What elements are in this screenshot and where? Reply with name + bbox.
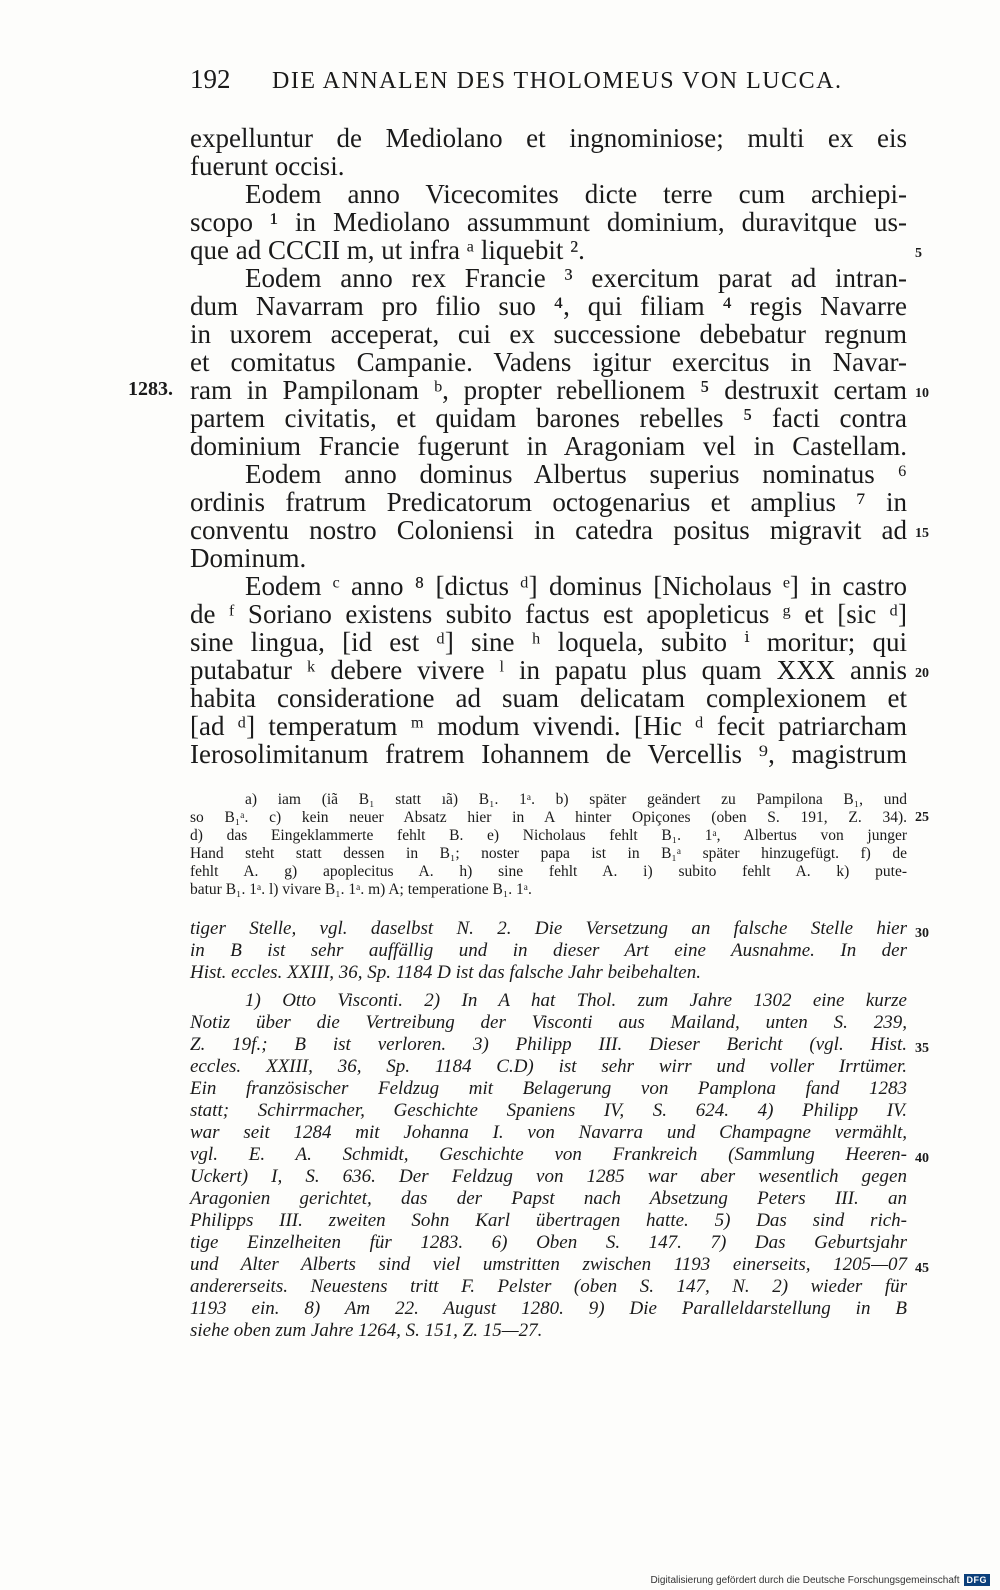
- main-line: Ierosolimitanum fratrem Iohannem de Vercellis ⁹, magistrum: [190, 739, 907, 769]
- main-line: Eodem anno Vicecomites dicte terre cum archiepi-: [245, 179, 907, 209]
- commentary-line: war seit 1284 mit Johanna I. von Navarra und Champagne vermählt,: [190, 1122, 907, 1143]
- main-line: Eodem anno dominus Albertus superius nominatus ⁶: [245, 459, 907, 489]
- commentary-line: Uckert) I, S. 636. Der Feldzug von 1285 war aber wesentlich gegen: [190, 1166, 907, 1187]
- main-line: fuerunt occisi.: [190, 151, 345, 181]
- commentary-line: Hist. eccles. XXIII, 36, Sp. 1184 D ist das falsche Jahr beibehalten.: [190, 962, 701, 983]
- page-number: 192: [190, 64, 231, 94]
- commentary-line: 1) Otto Visconti. 2) In A hat Thol. zum Jahre 1302 eine kurze: [245, 990, 907, 1011]
- main-line: Eodem ᶜ anno ⁸ [dictus ᵈ] dominus [Nicholaus ᵉ] in castro: [245, 571, 907, 601]
- commentary-line: tiger Stelle, vgl. daselbst N. 2. Die Versetzung an falsche Stelle hier: [190, 918, 907, 939]
- main-line: [ad ᵈ] temperatum ᵐ modum vivendi. [Hic ᵈ fecit patriarcham: [190, 711, 907, 741]
- apparatus-line: a) iam (iã B₁ statt ıã) B₁. 1ᵃ. b) später geändert zu Pampilona B₁, und: [245, 791, 907, 808]
- main-line: ordinis fratrum Predicatorum octogenarius et amplius ⁷ in: [190, 487, 907, 517]
- commentary-line: Aragonien gerichtet, das der Papst nach Absetzung Peters III. an: [190, 1188, 907, 1209]
- line-number: 40: [915, 1151, 929, 1166]
- main-line: et comitatus Campanie. Vadens igitur exercitus in Navar-: [190, 347, 907, 377]
- main-line: habita consideratione ad suam delicatam complexionem et: [190, 683, 907, 713]
- line-number: 35: [915, 1041, 929, 1056]
- apparatus-line: batur B₁. 1ᵃ. l) vivare B₁. 1ᵃ. m) A; temperatione B₁. 1ᵃ.: [190, 881, 532, 898]
- commentary-line: Notiz über die Vertreibung der Visconti aus Mailand, unten S. 239,: [190, 1012, 907, 1033]
- commentary-line: andererseits. Neuestens tritt F. Pelster (oben S. 147, N. 2) wieder für: [190, 1276, 907, 1297]
- main-line: sine lingua, [id est ᵈ] sine ʰ loquela, subito ⁱ moritur; qui: [190, 627, 907, 657]
- apparatus-line: d) das Eingeklammerte fehlt B. e) Nicholaus fehlt B₁. 1ᵃ, Albertus von junger: [190, 827, 907, 844]
- line-number: 30: [915, 926, 929, 941]
- line-number: 5: [915, 246, 922, 261]
- running-title: DIE ANNALEN DES THOLOMEUS VON LUCCA.: [272, 68, 843, 94]
- margin-year: 1283.: [128, 378, 173, 400]
- commentary-line: vgl. E. A. Schmidt, Geschichte von Frankreich (Sammlung Heeren-: [190, 1144, 907, 1165]
- apparatus-line: fehlt A. g) apoplecitus A. h) sine fehlt A. i) subito fehlt A. k) pute-: [190, 863, 907, 880]
- apparatus-line: so B₁ᵃ. c) kein neuer Absatz hier in A hinter Opiçones (oben S. 191, Z. 34).: [190, 809, 907, 826]
- commentary-line: Ein französischer Feldzug mit Belagerung von Pamplona fand 1283: [190, 1078, 907, 1099]
- main-line: Dominum.: [190, 543, 307, 573]
- commentary-line: eccles. XXIII, 36, Sp. 1184 C.D) ist sehr wirr und voller Irrtümer.: [190, 1056, 907, 1077]
- main-line: que ad CCCII m, ut infra ᵃ liquebit ².: [190, 235, 585, 265]
- commentary-line: in B ist sehr auffällig und in dieser Art eine Ausnahme. In der: [190, 940, 907, 961]
- main-line: conventu nostro Coloniensi in catedra positus migravit ad: [190, 515, 907, 545]
- main-line: Eodem anno rex Francie ³ exercitum parat ad intran-: [245, 263, 907, 293]
- line-number: 45: [915, 1261, 929, 1276]
- main-line: partem civitatis, et quidam barones rebelles ⁵ facti contra: [190, 403, 907, 433]
- commentary-line: Philipps III. zweiten Sohn Karl übertragen hatte. 5) Das sind rich-: [190, 1210, 907, 1231]
- line-number: 15: [915, 526, 929, 541]
- commentary-line: Z. 19f.; B ist verloren. 3) Philipp III. Dieser Bericht (vgl. Hist.: [190, 1034, 907, 1055]
- main-line: in uxorem acceperat, cui ex successione debebatur regnum: [190, 319, 907, 349]
- line-number: 10: [915, 386, 929, 401]
- running-header: [190, 64, 910, 100]
- main-line: dum Navarram pro filio suo ⁴, qui filiam ⁴ regis Navarre: [190, 291, 907, 321]
- commentary-line: statt; Schirrmacher, Geschichte Spaniens IV, S. 624. 4) Philipp IV.: [190, 1100, 907, 1121]
- main-line: dominium Francie fugerunt in Aragoniam vel in Castellam.: [190, 431, 907, 461]
- commentary-line: tige Einzelheiten für 1283. 6) Oben S. 147. 7) Das Geburtsjahr: [190, 1232, 907, 1253]
- credit-text: Digitalisierung gefördert durch die Deutsche Forschungsgemeinschaft: [650, 1574, 960, 1586]
- digitization-credit: [650, 1574, 990, 1586]
- line-number: 20: [915, 666, 929, 681]
- commentary-line: und Alter Alberts sind viel umstritten zwischen 1193 einerseits, 1205—07: [190, 1254, 907, 1275]
- main-line: expelluntur de Mediolano et ingnominiose; multi ex eis: [190, 123, 907, 153]
- dfg-logo: DFG: [964, 1574, 991, 1586]
- main-line: ram in Pampilonam ᵇ, propter rebellionem ⁵ destruxit certam: [190, 375, 907, 405]
- main-line: scopo ¹ in Mediolano assummunt dominium, duravitque us-: [190, 207, 907, 237]
- line-number: 25: [915, 810, 929, 825]
- main-line: putabatur ᵏ debere vivere ˡ in papatu plus quam XXX annis: [190, 655, 907, 685]
- apparatus-line: Hand steht statt dessen in B₁; noster papa ist in B₁ᵃ später hinzugefügt. f) de: [190, 845, 907, 862]
- main-line: de ᶠ Soriano existens subito factus est apopleticus ᵍ et [sic ᵈ]: [190, 599, 907, 629]
- commentary-line: siehe oben zum Jahre 1264, S. 151, Z. 15—27.: [190, 1320, 543, 1341]
- commentary-line: 1193 ein. 8) Am 22. August 1280. 9) Die Paralleldarstellung in B: [190, 1298, 907, 1319]
